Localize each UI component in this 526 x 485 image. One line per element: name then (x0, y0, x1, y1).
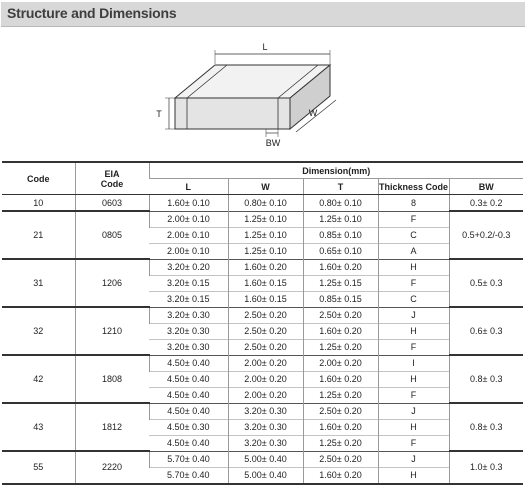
header-thickness-code: Thickness Code (378, 179, 449, 195)
cell-w: 1.60± 0.15 (228, 275, 303, 291)
cell-bw: 1.0± 0.3 (449, 451, 523, 484)
table-row (2, 307, 523, 323)
cell-w: 1.60± 0.15 (228, 291, 303, 307)
cell-l: 3.20± 0.30 (149, 323, 228, 339)
cell-l: 4.50± 0.40 (149, 403, 228, 419)
cell-w: 2.50± 0.20 (228, 307, 303, 323)
table-row (2, 211, 523, 227)
cell-t: 0.80± 0.10 (303, 195, 378, 212)
cell-t: 2.50± 0.20 (303, 451, 378, 467)
cell-thickness-code: F (378, 275, 449, 291)
cell-eia-code: 0805 (75, 211, 149, 259)
cell-w: 2.50± 0.20 (228, 323, 303, 339)
cell-l: 2.00± 0.10 (149, 243, 228, 259)
table-row (2, 355, 523, 371)
cell-bw: 0.5+0.2/-0.3 (449, 211, 523, 259)
table-row (2, 403, 523, 419)
cell-w: 1.25± 0.10 (228, 211, 303, 227)
cell-eia-code: 2220 (75, 451, 149, 484)
table-row (2, 451, 523, 467)
cell-w: 1.60± 0.20 (228, 259, 303, 275)
cell-bw: 0.5± 0.3 (449, 259, 523, 307)
cell-t: 1.60± 0.20 (303, 323, 378, 339)
cell-t: 1.25± 0.10 (303, 211, 378, 227)
cell-l: 3.20± 0.20 (149, 259, 228, 275)
cell-l: 4.50± 0.40 (149, 371, 228, 387)
section-header (1, 2, 525, 27)
cell-w: 2.00± 0.20 (228, 371, 303, 387)
cell-w: 2.50± 0.20 (228, 339, 303, 355)
cell-t: 1.25± 0.20 (303, 387, 378, 403)
cell-thickness-code: J (378, 403, 449, 419)
cell-w: 1.25± 0.10 (228, 243, 303, 259)
cell-bw: 0.6± 0.3 (449, 307, 523, 355)
cell-t: 0.85± 0.10 (303, 227, 378, 243)
cell-l: 2.00± 0.10 (149, 211, 228, 227)
cell-code: 32 (2, 307, 75, 355)
cell-code: 21 (2, 211, 75, 259)
header-dimension: Dimension(mm) (149, 162, 523, 179)
cell-l: 3.20± 0.15 (149, 291, 228, 307)
label-l: L (262, 42, 268, 52)
table-row (2, 195, 523, 212)
label-w: W (308, 108, 318, 118)
cell-thickness-code: F (378, 387, 449, 403)
section-title: Structure and Dimensions (7, 5, 177, 21)
cell-w: 3.20± 0.30 (228, 435, 303, 451)
cell-l: 4.50± 0.30 (149, 419, 228, 435)
cell-eia-code: 1812 (75, 403, 149, 451)
cell-l: 4.50± 0.40 (149, 355, 228, 371)
cell-thickness-code: C (378, 291, 449, 307)
cell-bw: 0.3± 0.2 (449, 195, 523, 212)
cell-l: 2.00± 0.10 (149, 227, 228, 243)
cell-t: 1.60± 0.20 (303, 419, 378, 435)
cell-t: 2.50± 0.20 (303, 403, 378, 419)
cell-thickness-code: H (378, 467, 449, 484)
cell-w: 2.00± 0.20 (228, 387, 303, 403)
cell-bw: 0.8± 0.3 (449, 355, 523, 403)
cell-thickness-code: J (378, 451, 449, 467)
header-l: L (149, 179, 228, 195)
cell-l: 3.20± 0.30 (149, 307, 228, 323)
header-eia-code: EIA Code (75, 162, 149, 195)
cell-eia-code: 1206 (75, 259, 149, 307)
header-bw: BW (449, 179, 523, 195)
cell-code: 55 (2, 451, 75, 484)
cell-bw: 0.8± 0.3 (449, 403, 523, 451)
cell-w: 1.25± 0.10 (228, 227, 303, 243)
cell-w: 3.20± 0.30 (228, 403, 303, 419)
cell-l: 4.50± 0.40 (149, 387, 228, 403)
cell-w: 2.00± 0.20 (228, 355, 303, 371)
cell-l: 5.70± 0.40 (149, 467, 228, 484)
cell-code: 43 (2, 403, 75, 451)
cell-thickness-code: H (378, 419, 449, 435)
cell-thickness-code: J (378, 307, 449, 323)
dimension-table (2, 161, 523, 485)
label-t: T (156, 109, 162, 119)
cell-l: 3.20± 0.30 (149, 339, 228, 355)
cell-code: 31 (2, 259, 75, 307)
header-code: Code (2, 162, 75, 195)
cell-code: 10 (2, 195, 75, 212)
cell-t: 1.25± 0.20 (303, 339, 378, 355)
cell-t: 2.00± 0.20 (303, 355, 378, 371)
cell-w: 5.00± 0.40 (228, 467, 303, 484)
cell-l: 5.70± 0.40 (149, 451, 228, 467)
cell-t: 1.25± 0.20 (303, 435, 378, 451)
cell-thickness-code: F (378, 211, 449, 227)
cell-t: 0.85± 0.15 (303, 291, 378, 307)
cell-eia-code: 1808 (75, 355, 149, 403)
cell-t: 0.65± 0.10 (303, 243, 378, 259)
cell-w: 5.00± 0.40 (228, 451, 303, 467)
chip-dimension-diagram (150, 40, 370, 155)
cell-thickness-code: 8 (378, 195, 449, 212)
cell-thickness-code: I (378, 355, 449, 371)
cell-thickness-code: H (378, 259, 449, 275)
cell-thickness-code: C (378, 227, 449, 243)
cell-t: 2.50± 0.20 (303, 307, 378, 323)
cell-t: 1.60± 0.20 (303, 467, 378, 484)
cell-eia-code: 1210 (75, 307, 149, 355)
chip-front-face (175, 98, 290, 129)
cell-t: 1.60± 0.20 (303, 259, 378, 275)
header-t: T (303, 179, 378, 195)
cell-thickness-code: F (378, 339, 449, 355)
cell-eia-code: 0603 (75, 195, 149, 212)
cell-thickness-code: A (378, 243, 449, 259)
label-bw: BW (265, 138, 281, 148)
cell-w: 0.80± 0.10 (228, 195, 303, 212)
cell-w: 3.20± 0.30 (228, 419, 303, 435)
cell-l: 3.20± 0.15 (149, 275, 228, 291)
cell-thickness-code: H (378, 371, 449, 387)
cell-l: 1.60± 0.10 (149, 195, 228, 212)
header-w: W (228, 179, 303, 195)
table-body (2, 195, 523, 484)
cell-code: 42 (2, 355, 75, 403)
cell-thickness-code: H (378, 323, 449, 339)
cell-t: 1.25± 0.15 (303, 275, 378, 291)
table-row (2, 259, 523, 275)
cell-thickness-code: F (378, 435, 449, 451)
cell-l: 4.50± 0.40 (149, 435, 228, 451)
cell-t: 1.60± 0.20 (303, 371, 378, 387)
